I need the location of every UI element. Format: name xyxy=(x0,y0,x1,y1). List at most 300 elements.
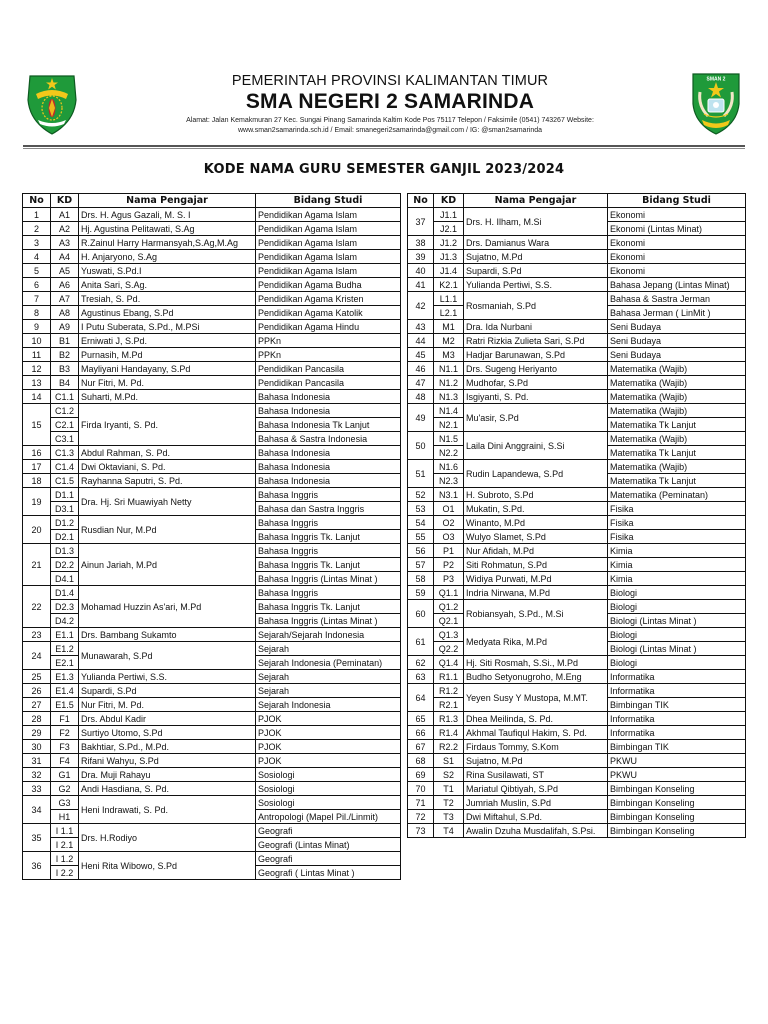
teacher-name: Ainun Jariah, M.Pd xyxy=(79,544,256,586)
teacher-name: Tresiah, S. Pd. xyxy=(79,292,256,306)
teacher-code: P1 xyxy=(434,544,464,558)
teacher-number: 29 xyxy=(23,726,51,740)
teacher-name: Jumriah Muslin, S.Pd xyxy=(464,796,608,810)
teacher-name: Supardi, S.Pd xyxy=(79,684,256,698)
subject: Matematika Tk Lanjut xyxy=(608,446,746,460)
teacher-number: 17 xyxy=(23,460,51,474)
table-row xyxy=(23,516,401,530)
teacher-number: 12 xyxy=(23,362,51,376)
teacher-name: Isgiyanti, S. Pd. xyxy=(464,390,608,404)
teacher-number: 48 xyxy=(408,390,434,404)
column-header-subject: Bidang Studi xyxy=(608,194,746,208)
teacher-code: S2 xyxy=(434,768,464,782)
table-row xyxy=(23,684,401,698)
subject: Bahasa Inggris Tk. Lanjut xyxy=(256,530,401,544)
teacher-code: I 2.1 xyxy=(51,838,79,852)
teacher-number: 41 xyxy=(408,278,434,292)
subject: Informatika xyxy=(608,726,746,740)
teacher-code: F1 xyxy=(51,712,79,726)
table-row xyxy=(408,334,746,348)
teacher-code: R1.1 xyxy=(434,670,464,684)
teacher-code-table-right xyxy=(407,193,746,838)
teacher-number: 73 xyxy=(408,824,434,838)
teacher-code: D1.1 xyxy=(51,488,79,502)
teacher-number: 13 xyxy=(23,376,51,390)
subject: Sosiologi xyxy=(256,782,401,796)
teacher-code: H1 xyxy=(51,810,79,824)
teacher-name: Hj. Siti Rosmah, S.Si., M.Pd xyxy=(464,656,608,670)
teacher-code: F4 xyxy=(51,754,79,768)
subject: Geografi xyxy=(256,824,401,838)
teacher-code: O1 xyxy=(434,502,464,516)
teacher-name: Heni Indrawati, S. Pd. xyxy=(79,796,256,824)
teacher-number: 31 xyxy=(23,754,51,768)
teacher-number: 39 xyxy=(408,250,434,264)
teacher-number: 72 xyxy=(408,810,434,824)
teacher-name: Drs. H.Rodiyo xyxy=(79,824,256,852)
teacher-name: Purnasih, M.Pd xyxy=(79,348,256,362)
teacher-code: N1.6 xyxy=(434,460,464,474)
teacher-code: T2 xyxy=(434,796,464,810)
teacher-name: Dra. Ida Nurbani xyxy=(464,320,608,334)
subject: Ekonomi xyxy=(608,264,746,278)
teacher-name: Widiya Purwati, M.Pd xyxy=(464,572,608,586)
subject: Matematika (Peminatan) xyxy=(608,488,746,502)
subject: Geografi ( Lintas Minat ) xyxy=(256,866,401,880)
table-row xyxy=(408,558,746,572)
table-row xyxy=(23,740,401,754)
teacher-name: Yeyen Susy Y Mustopa, M.MT. xyxy=(464,684,608,712)
teacher-code: J1.4 xyxy=(434,264,464,278)
teacher-code: F2 xyxy=(51,726,79,740)
subject: Sosiologi xyxy=(256,768,401,782)
table-row xyxy=(23,544,401,558)
subject: Matematika (Wajib) xyxy=(608,362,746,376)
teacher-code: I 1.2 xyxy=(51,852,79,866)
subject: Pendidikan Agama Islam xyxy=(256,250,401,264)
teacher-number: 26 xyxy=(23,684,51,698)
teacher-code: C1.2 xyxy=(51,404,79,418)
teacher-number: 51 xyxy=(408,460,434,488)
teacher-number: 16 xyxy=(23,446,51,460)
teacher-number: 23 xyxy=(23,628,51,642)
table-row xyxy=(408,236,746,250)
teacher-code: A6 xyxy=(51,278,79,292)
table-row xyxy=(408,572,746,586)
teacher-name: Awalin Dzuha Musdalifah, S.Psi. xyxy=(464,824,608,838)
subject: Informatika xyxy=(608,712,746,726)
teacher-name: Drs. Damianus Wara xyxy=(464,236,608,250)
teacher-number: 21 xyxy=(23,544,51,586)
teacher-number: 34 xyxy=(23,796,51,824)
subject: PJOK xyxy=(256,740,401,754)
teacher-name: Nur Afidah, M.Pd xyxy=(464,544,608,558)
subject: Bahasa dan Sastra Inggris xyxy=(256,502,401,516)
teacher-name: Rosmaniah, S.Pd xyxy=(464,292,608,320)
teacher-code: N2.2 xyxy=(434,446,464,460)
table-row xyxy=(23,278,401,292)
teacher-code: N1.1 xyxy=(434,362,464,376)
teacher-name: Medyata Rika, M.Pd xyxy=(464,628,608,656)
teacher-number: 66 xyxy=(408,726,434,740)
table-row xyxy=(408,740,746,754)
teacher-number: 64 xyxy=(408,684,434,712)
table-row xyxy=(23,362,401,376)
teacher-code: J1.2 xyxy=(434,236,464,250)
teacher-number: 67 xyxy=(408,740,434,754)
teacher-number: 43 xyxy=(408,320,434,334)
teacher-code: Q2.1 xyxy=(434,614,464,628)
subject: Matematika (Wajib) xyxy=(608,404,746,418)
teacher-code: E1.5 xyxy=(51,698,79,712)
teacher-name: Erniwati J, S.Pd. xyxy=(79,334,256,348)
teacher-number: 2 xyxy=(23,222,51,236)
teacher-code: D2.3 xyxy=(51,600,79,614)
subject: Bahasa Inggris (Lintas Minat ) xyxy=(256,614,401,628)
subject: Pendidikan Pancasila xyxy=(256,362,401,376)
teacher-name: Anita Sari, S.Ag. xyxy=(79,278,256,292)
teacher-name: Suharti, M.Pd. xyxy=(79,390,256,404)
column-header-subject: Bidang Studi xyxy=(256,194,401,208)
teacher-number: 62 xyxy=(408,656,434,670)
subject: Geografi xyxy=(256,852,401,866)
subject: Bahasa & Sastra Jerman xyxy=(608,292,746,306)
teacher-number: 69 xyxy=(408,768,434,782)
subject: PKWU xyxy=(608,754,746,768)
subject: Matematika Tk Lanjut xyxy=(608,418,746,432)
table-row xyxy=(408,544,746,558)
table-row xyxy=(408,824,746,838)
subject: Geografi (Lintas Minat) xyxy=(256,838,401,852)
subject: Pendidikan Agama Islam xyxy=(256,264,401,278)
subject: Ekonomi xyxy=(608,208,746,222)
teacher-code: F3 xyxy=(51,740,79,754)
subject: Informatika xyxy=(608,670,746,684)
table-header-row xyxy=(23,194,401,208)
table-row xyxy=(23,726,401,740)
subject: Bimbingan Konseling xyxy=(608,810,746,824)
subject: Biologi xyxy=(608,586,746,600)
teacher-name: Sujatno, M.Pd xyxy=(464,754,608,768)
subject: Sejarah Indonesia (Peminatan) xyxy=(256,656,401,670)
table-row xyxy=(23,488,401,502)
teacher-code: N1.4 xyxy=(434,404,464,418)
teacher-code: C2.1 xyxy=(51,418,79,432)
teacher-code: N1.3 xyxy=(434,390,464,404)
teacher-code: L2.1 xyxy=(434,306,464,320)
teacher-number: 28 xyxy=(23,712,51,726)
table-row xyxy=(23,222,401,236)
teacher-number: 61 xyxy=(408,628,434,656)
letterhead-divider xyxy=(23,145,745,149)
province-logo xyxy=(24,70,80,136)
teacher-name: Surtiyo Utomo, S.Pd xyxy=(79,726,256,740)
table-row xyxy=(23,320,401,334)
teacher-number: 3 xyxy=(23,236,51,250)
teacher-code: D2.2 xyxy=(51,558,79,572)
table-row xyxy=(408,656,746,670)
teacher-name: Akhmal Taufiqul Hakim, S. Pd. xyxy=(464,726,608,740)
teacher-name: Mu'asir, S.Pd xyxy=(464,404,608,432)
teacher-code: B4 xyxy=(51,376,79,390)
teacher-code: O3 xyxy=(434,530,464,544)
teacher-name: Firdaus Tommy, S.Kom xyxy=(464,740,608,754)
table-row xyxy=(408,264,746,278)
teacher-name: Hadjar Barunawan, S.Pd xyxy=(464,348,608,362)
subject: PJOK xyxy=(256,712,401,726)
subject: Pendidikan Pancasila xyxy=(256,376,401,390)
teacher-code-table-left xyxy=(22,193,401,880)
teacher-name: Laila Dini Anggraini, S.Si xyxy=(464,432,608,460)
subject: Fisika xyxy=(608,502,746,516)
teacher-number: 7 xyxy=(23,292,51,306)
teacher-code: A2 xyxy=(51,222,79,236)
teacher-name: Mohamad Huzzin As'ari, M.Pd xyxy=(79,586,256,628)
teacher-number: 14 xyxy=(23,390,51,404)
teacher-code: C1.4 xyxy=(51,460,79,474)
teacher-name: H. Subroto, S.Pd xyxy=(464,488,608,502)
province-emblem-icon xyxy=(24,70,80,136)
table-row xyxy=(408,292,746,306)
teacher-name: Rifani Wahyu, S.Pd xyxy=(79,754,256,768)
table-row xyxy=(408,726,746,740)
table-row xyxy=(23,404,401,418)
subject: Antropologi (Mapel Pil./Linmit) xyxy=(256,810,401,824)
subject: Biologi (Lintas Minat ) xyxy=(608,642,746,656)
subject: Bimbingan Konseling xyxy=(608,824,746,838)
table-body-right xyxy=(408,208,746,838)
teacher-code: P2 xyxy=(434,558,464,572)
table-row xyxy=(408,810,746,824)
teacher-number: 22 xyxy=(23,586,51,628)
table-row xyxy=(408,278,746,292)
teacher-code: T3 xyxy=(434,810,464,824)
teacher-code: P3 xyxy=(434,572,464,586)
teacher-number: 9 xyxy=(23,320,51,334)
teacher-number: 35 xyxy=(23,824,51,852)
teacher-code: E1.4 xyxy=(51,684,79,698)
teacher-name: Rina Susilawati, ST xyxy=(464,768,608,782)
subject: Bahasa Inggris xyxy=(256,488,401,502)
table-row xyxy=(408,502,746,516)
teacher-number: 44 xyxy=(408,334,434,348)
teacher-name: Dwi Oktaviani, S. Pd. xyxy=(79,460,256,474)
teacher-code: I 1.1 xyxy=(51,824,79,838)
teacher-name: Robiansyah, S.Pd., M.Si xyxy=(464,600,608,628)
subject: Pendidikan Agama Kristen xyxy=(256,292,401,306)
table-row xyxy=(23,642,401,656)
teacher-number: 25 xyxy=(23,670,51,684)
svg-text:SMAN 2: SMAN 2 xyxy=(706,76,726,83)
teacher-name: Dra. Muji Rahayu xyxy=(79,768,256,782)
teacher-name: Mukatin, S.Pd. xyxy=(464,502,608,516)
table-row xyxy=(23,754,401,768)
teacher-number: 70 xyxy=(408,782,434,796)
table-row xyxy=(408,782,746,796)
teacher-number: 36 xyxy=(23,852,51,880)
subject: Bahasa Inggris xyxy=(256,516,401,530)
teacher-code: Q1.4 xyxy=(434,656,464,670)
teacher-number: 19 xyxy=(23,488,51,516)
teacher-number: 10 xyxy=(23,334,51,348)
table-row xyxy=(23,670,401,684)
subject: Matematika (Wajib) xyxy=(608,432,746,446)
teacher-number: 46 xyxy=(408,362,434,376)
teacher-name: Nur Fitri, M. Pd. xyxy=(79,698,256,712)
subject: Sejarah xyxy=(256,684,401,698)
teacher-code: N1.2 xyxy=(434,376,464,390)
teacher-name: Dhea Meilinda, S. Pd. xyxy=(464,712,608,726)
teacher-code: M2 xyxy=(434,334,464,348)
teacher-number: 71 xyxy=(408,796,434,810)
teacher-code: E1.2 xyxy=(51,642,79,656)
table-row xyxy=(23,474,401,488)
teacher-code: D2.1 xyxy=(51,530,79,544)
government-name: PEMERINTAH PROVINSI KALIMANTAN TIMUR xyxy=(231,73,549,89)
teacher-code: C1.3 xyxy=(51,446,79,460)
teacher-number: 49 xyxy=(408,404,434,432)
teacher-name: Yuswati, S.Pd.I xyxy=(79,264,256,278)
teacher-number: 11 xyxy=(23,348,51,362)
subject: Seni Budaya xyxy=(608,334,746,348)
teacher-name: Siti Rohmatun, S.Pd xyxy=(464,558,608,572)
table-row xyxy=(23,852,401,866)
subject: Fisika xyxy=(608,530,746,544)
teacher-code: Q1.3 xyxy=(434,628,464,642)
table-row xyxy=(408,754,746,768)
subject: Bahasa Indonesia xyxy=(256,446,401,460)
teacher-name: Wulyo Slamet, S.Pd xyxy=(464,530,608,544)
table-row xyxy=(408,250,746,264)
teacher-name: R.Zainul Harry Harmansyah,S.Ag,M.Ag xyxy=(79,236,256,250)
teacher-number: 1 xyxy=(23,208,51,222)
teacher-name: Indria Nirwana, M.Pd xyxy=(464,586,608,600)
teacher-number: 27 xyxy=(23,698,51,712)
teacher-code: A7 xyxy=(51,292,79,306)
teacher-number: 15 xyxy=(23,404,51,446)
teacher-number: 63 xyxy=(408,670,434,684)
teacher-name: Drs. H. Ilham, M.Si xyxy=(464,208,608,236)
teacher-name: Rayhanna Saputri, S. Pd. xyxy=(79,474,256,488)
table-row xyxy=(23,712,401,726)
teacher-number: 24 xyxy=(23,642,51,670)
teacher-number: 42 xyxy=(408,292,434,320)
teacher-number: 37 xyxy=(408,208,434,236)
letterhead xyxy=(150,73,630,135)
teacher-number: 58 xyxy=(408,572,434,586)
subject: Matematika (Wajib) xyxy=(608,460,746,474)
teacher-number: 5 xyxy=(23,264,51,278)
teacher-code: Q2.2 xyxy=(434,642,464,656)
column-header-kd: KD xyxy=(434,194,464,208)
subject: Sejarah xyxy=(256,670,401,684)
subject: Bahasa Indonesia xyxy=(256,474,401,488)
teacher-code: Q1.2 xyxy=(434,600,464,614)
teacher-code: N1.5 xyxy=(434,432,464,446)
subject: Pendidikan Agama Islam xyxy=(256,208,401,222)
teacher-code: R1.3 xyxy=(434,712,464,726)
subject: Bahasa Jerman ( LinMit ) xyxy=(608,306,746,320)
table-row xyxy=(408,432,746,446)
subject: Seni Budaya xyxy=(608,320,746,334)
teacher-code: E1.3 xyxy=(51,670,79,684)
teacher-code: I 2.2 xyxy=(51,866,79,880)
teacher-code: G2 xyxy=(51,782,79,796)
table-row xyxy=(23,236,401,250)
table-row xyxy=(23,348,401,362)
subject: Kimia xyxy=(608,544,746,558)
subject: Matematika Tk Lanjut xyxy=(608,474,746,488)
teacher-code: B3 xyxy=(51,362,79,376)
teacher-code: A8 xyxy=(51,306,79,320)
teacher-code: M1 xyxy=(434,320,464,334)
teacher-number: 32 xyxy=(23,768,51,782)
teacher-name: Supardi, S.Pd xyxy=(464,264,608,278)
teacher-number: 55 xyxy=(408,530,434,544)
teacher-number: 68 xyxy=(408,754,434,768)
subject: Bahasa Inggris xyxy=(256,544,401,558)
table-row xyxy=(23,264,401,278)
table-row xyxy=(408,586,746,600)
table-row xyxy=(408,768,746,782)
column-header-name: Nama Pengajar xyxy=(79,194,256,208)
subject: PJOK xyxy=(256,754,401,768)
teacher-code: J1.3 xyxy=(434,250,464,264)
teacher-number: 54 xyxy=(408,516,434,530)
table-row xyxy=(408,796,746,810)
teacher-number: 50 xyxy=(408,432,434,460)
teacher-code: L1.1 xyxy=(434,292,464,306)
teacher-code: B1 xyxy=(51,334,79,348)
subject: Pendidikan Agama Katolik xyxy=(256,306,401,320)
teacher-code: A3 xyxy=(51,236,79,250)
subject: Fisika xyxy=(608,516,746,530)
subject: Bahasa Indonesia xyxy=(256,404,401,418)
teacher-name: Dra. Hj. Sri Muawiyah Netty xyxy=(79,488,256,516)
teacher-name: Drs. Sugeng Heriyanto xyxy=(464,362,608,376)
subject: PJOK xyxy=(256,726,401,740)
subject: Bahasa Jepang (Lintas Minat) xyxy=(608,278,746,292)
table-row xyxy=(408,628,746,642)
teacher-code: G1 xyxy=(51,768,79,782)
teacher-name: Hj. Agustina Pelitawati, S.Ag xyxy=(79,222,256,236)
teacher-name: Mariatul Qibtiyah, S.Pd xyxy=(464,782,608,796)
teacher-number: 59 xyxy=(408,586,434,600)
teacher-name: Mayliyani Handayany, S.Pd xyxy=(79,362,256,376)
table-row xyxy=(23,334,401,348)
subject: Sejarah/Sejarah Indonesia xyxy=(256,628,401,642)
teacher-name: Budho Setyonugroho, M.Eng xyxy=(464,670,608,684)
table-row xyxy=(23,306,401,320)
table-row xyxy=(23,698,401,712)
teacher-code: D4.2 xyxy=(51,614,79,628)
subject: Seni Budaya xyxy=(608,348,746,362)
teacher-number: 47 xyxy=(408,376,434,390)
teacher-number: 33 xyxy=(23,782,51,796)
column-header-no: No xyxy=(408,194,434,208)
teacher-name: Dwi Miftahul, S.Pd. xyxy=(464,810,608,824)
document-title: KODE NAMA GURU SEMESTER GANJIL 2023/2024 xyxy=(203,162,565,177)
table-row xyxy=(408,208,746,222)
teacher-number: 65 xyxy=(408,712,434,726)
table-row xyxy=(408,320,746,334)
table-row xyxy=(23,628,401,642)
teacher-code: B2 xyxy=(51,348,79,362)
teacher-code: E2.1 xyxy=(51,656,79,670)
teacher-name: Ratri Rizkia Zulieta Sari, S.Pd xyxy=(464,334,608,348)
teacher-code: E1.1 xyxy=(51,628,79,642)
table-row xyxy=(23,460,401,474)
